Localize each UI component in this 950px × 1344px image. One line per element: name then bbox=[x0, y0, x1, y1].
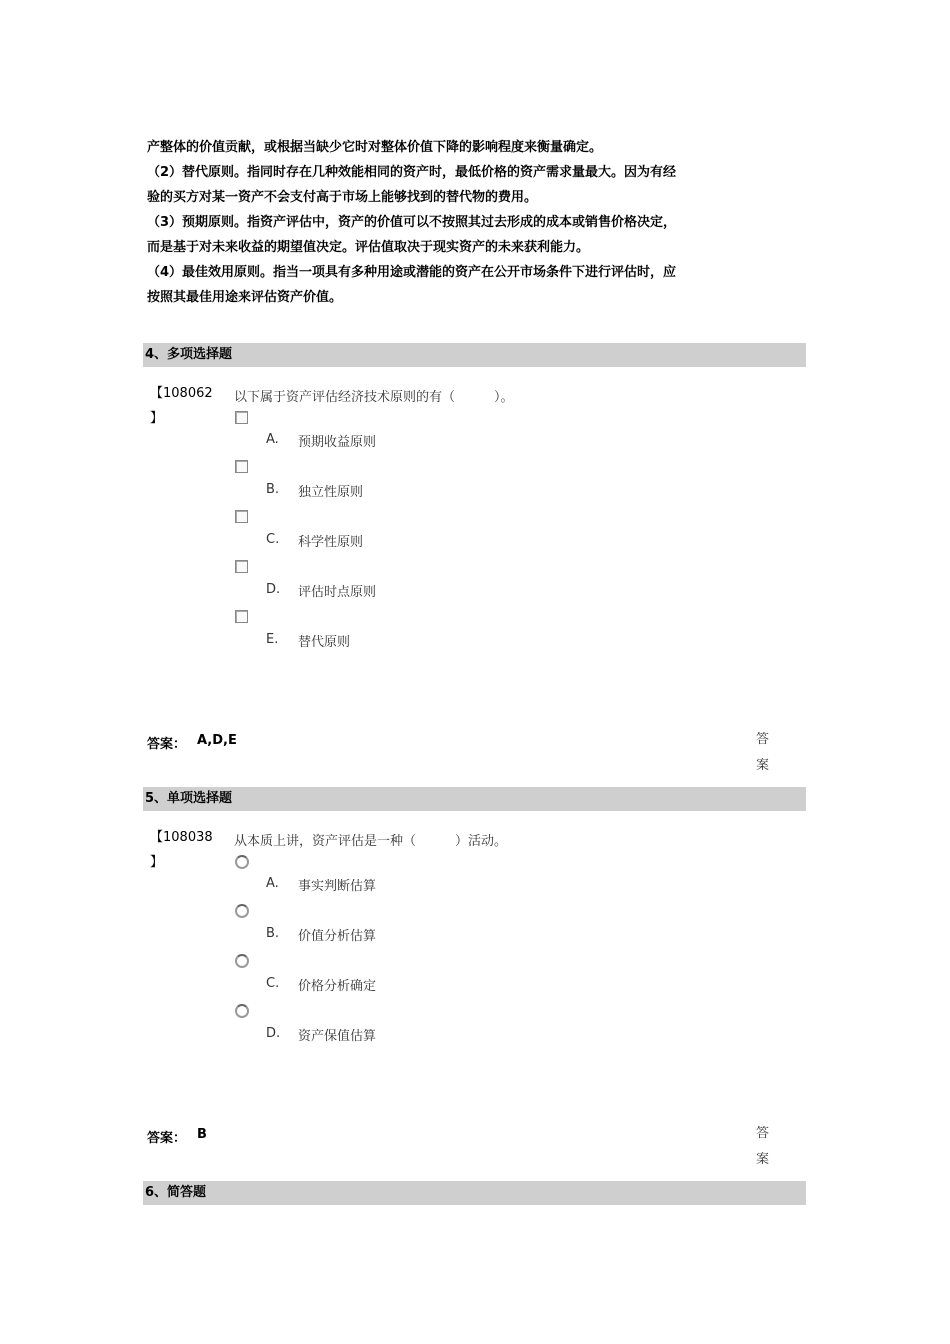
option-letter: A. bbox=[266, 432, 279, 447]
answer-side-char: 案 bbox=[756, 1152, 770, 1167]
option-letter: B. bbox=[266, 482, 280, 497]
question-id-bracket: 】 bbox=[150, 855, 164, 870]
answer-value: B bbox=[197, 1127, 207, 1142]
option-text: 价格分析确定 bbox=[298, 979, 377, 994]
question-text: 以下属于资产评估经济技术原则的有（ ）。 bbox=[234, 390, 514, 405]
question-text: 从本质上讲，资产评估是一种（ ）活动。 bbox=[234, 834, 508, 849]
intro-line: （3）预期原则。指资产评估中，资产的价值可以不按照其过去形成的成本或销售价格决定， bbox=[147, 215, 677, 230]
intro-line: （2）替代原则。指同时存在几种效能相同的资产时，最低价格的资产需求量最大。因为有经 bbox=[147, 165, 677, 180]
option-letter: E. bbox=[266, 632, 279, 647]
checkbox-option-b[interactable] bbox=[235, 460, 248, 473]
intro-line: 按照其最佳用途来评估资产价值。 bbox=[147, 290, 343, 305]
checkbox-option-d[interactable] bbox=[235, 560, 248, 573]
option-text: 价值分析估算 bbox=[298, 929, 377, 944]
option-letter: B. bbox=[266, 926, 280, 941]
radio-option-d[interactable] bbox=[235, 1004, 249, 1018]
radio-option-c[interactable] bbox=[235, 954, 249, 968]
intro-line: 而是基于对未来收益的期望值决定。评估值取决于现实资产的未来获利能力。 bbox=[147, 240, 590, 255]
option-text: 科学性原则 bbox=[298, 535, 364, 550]
intro-line: （4）最佳效用原则。指当一项具有多种用途或潜能的资产在公开市场条件下进行评估时，应 bbox=[147, 265, 677, 280]
option-text: 事实判断估算 bbox=[298, 879, 377, 894]
option-text: 资产保值估算 bbox=[298, 1029, 377, 1044]
checkbox-option-c[interactable] bbox=[235, 510, 248, 523]
question-id: 【108062 bbox=[150, 386, 213, 401]
section-header-q5: 5、单项选择题 bbox=[143, 787, 806, 811]
checkbox-option-a[interactable] bbox=[235, 411, 248, 424]
option-text: 预期收益原则 bbox=[298, 435, 377, 450]
radio-option-a[interactable] bbox=[235, 855, 249, 869]
answer-label: 答案： bbox=[147, 1131, 187, 1146]
section-header-q4: 4、多项选择题 bbox=[143, 343, 806, 367]
option-text: 独立性原则 bbox=[298, 485, 364, 500]
intro-paragraph bbox=[147, 135, 747, 310]
answer-side-char: 答 bbox=[756, 732, 770, 747]
intro-line: 验的买方对某一资产不会支付高于市场上能够找到的替代物的费用。 bbox=[147, 190, 538, 205]
option-letter: D. bbox=[266, 582, 281, 597]
option-text: 评估时点原则 bbox=[298, 585, 377, 600]
section-header-q6: 6、简答题 bbox=[143, 1181, 806, 1205]
checkbox-option-e[interactable] bbox=[235, 610, 248, 623]
option-letter: C. bbox=[266, 976, 280, 991]
answer-value: A,D,E bbox=[197, 733, 237, 748]
question-id: 【108038 bbox=[150, 830, 213, 845]
answer-side-char: 案 bbox=[756, 758, 770, 773]
answer-side-char: 答 bbox=[756, 1126, 770, 1141]
option-letter: D. bbox=[266, 1026, 281, 1041]
radio-option-b[interactable] bbox=[235, 904, 249, 918]
option-letter: A. bbox=[266, 876, 279, 891]
option-text: 替代原则 bbox=[298, 635, 351, 650]
intro-line: 产整体的价值贡献，或根据当缺少它时对整体价值下降的影响程度来衡量确定。 bbox=[147, 140, 603, 155]
question-id-bracket: 】 bbox=[150, 411, 164, 426]
option-letter: C. bbox=[266, 532, 280, 547]
answer-label: 答案： bbox=[147, 737, 187, 752]
